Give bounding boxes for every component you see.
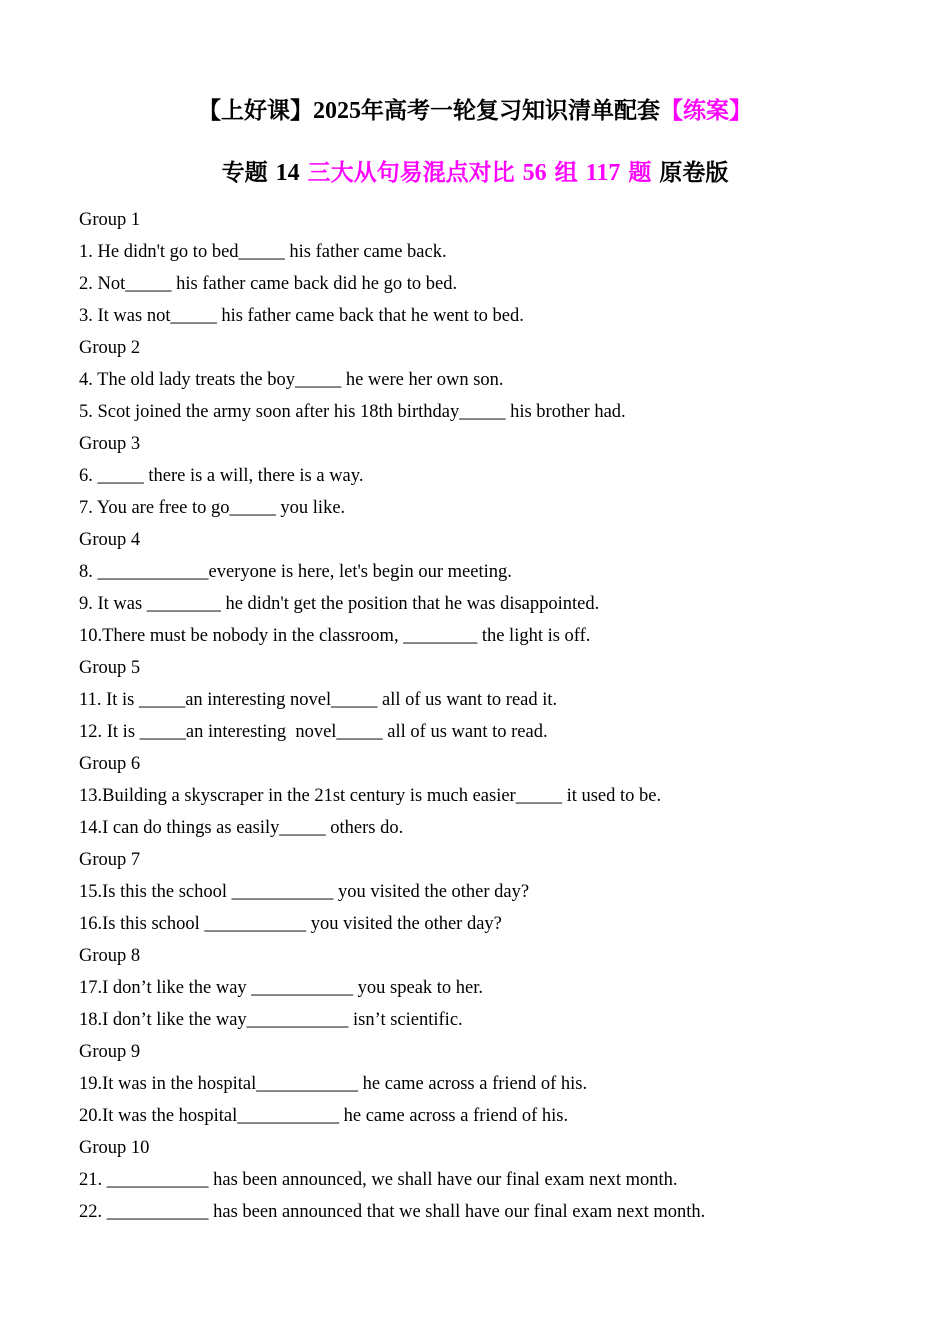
question-item: 15.Is this the school ___________ you visited the other day? <box>79 882 530 902</box>
title-year: 2025 <box>313 98 361 124</box>
subtitle-prefix: 专题 <box>221 160 268 186</box>
title-bracket-label: 【上好课】 <box>198 98 313 124</box>
question-item: 4. The old lady treats the boy_____ he were her own son. <box>79 370 504 390</box>
question-item: 21. ___________ has been announced, we shall have our final exam next month. <box>79 1170 678 1190</box>
document-subtitle <box>0 154 950 187</box>
question-item: 13.Building a skyscraper in the 21st century is much easier_____ it used to be. <box>79 786 662 806</box>
exercise-list <box>79 204 899 1228</box>
question-item: 20.It was the hospital___________ he came across a friend of his. <box>79 1106 569 1126</box>
question-item: 14.I can do things as easily_____ others do. <box>79 818 404 838</box>
question-item: 7. You are free to go_____ you like. <box>79 498 346 518</box>
group-heading: Group 4 <box>79 530 141 550</box>
question-item: 5. Scot joined the army soon after his 18th birthday_____ his brother had. <box>79 402 626 422</box>
subtitle-question-label: 题 <box>628 160 652 186</box>
question-item: 11. It is _____an interesting novel_____ all of us want to read it. <box>79 690 558 710</box>
group-heading: Group 6 <box>79 754 141 774</box>
subtitle-topic: 三大从句易混点对比 <box>307 160 515 186</box>
question-item: 18.I don’t like the way___________ isn’t scientific. <box>79 1010 463 1030</box>
question-item: 12. It is _____an interesting novel_____ all of us want to read. <box>79 722 548 742</box>
question-item: 17.I don’t like the way ___________ you speak to her. <box>79 978 484 998</box>
subtitle-version: 原卷版 <box>659 160 729 186</box>
question-item: 2. Not_____ his father came back did he go to bed. <box>79 274 458 294</box>
subtitle-group-count: 56 <box>522 160 547 186</box>
subtitle-question-count: 117 <box>585 160 621 186</box>
question-item: 8. ____________everyone is here, let's begin our meeting. <box>79 562 512 582</box>
group-heading: Group 8 <box>79 946 141 966</box>
question-item: 10.There must be nobody in the classroom, ________ the light is off. <box>79 626 591 646</box>
group-heading: Group 2 <box>79 338 141 358</box>
group-heading: Group 9 <box>79 1042 141 1062</box>
subtitle-topic-number: 14 <box>275 160 300 186</box>
question-item: 16.Is this school ___________ you visited the other day? <box>79 914 502 934</box>
title-main-text: 年高考一轮复习知识清单配套 <box>361 98 660 124</box>
group-heading: Group 5 <box>79 658 141 678</box>
question-item: 6. _____ there is a will, there is a way. <box>79 466 364 486</box>
question-item: 22. ___________ has been announced that we shall have our final exam next month. <box>79 1202 706 1222</box>
question-item: 9. It was ________ he didn't get the position that he was disappointed. <box>79 594 600 614</box>
title-practice-label: 【练案】 <box>660 98 752 124</box>
group-heading: Group 1 <box>79 210 141 230</box>
subtitle-group-label: 组 <box>554 160 578 186</box>
question-item: 3. It was not_____ his father came back that he went to bed. <box>79 306 524 326</box>
document-title <box>0 92 950 125</box>
group-heading: Group 7 <box>79 850 141 870</box>
group-heading: Group 3 <box>79 434 141 454</box>
question-item: 19.It was in the hospital___________ he came across a friend of his. <box>79 1074 588 1094</box>
group-heading: Group 10 <box>79 1138 150 1158</box>
question-item: 1. He didn't go to bed_____ his father came back. <box>79 242 447 262</box>
